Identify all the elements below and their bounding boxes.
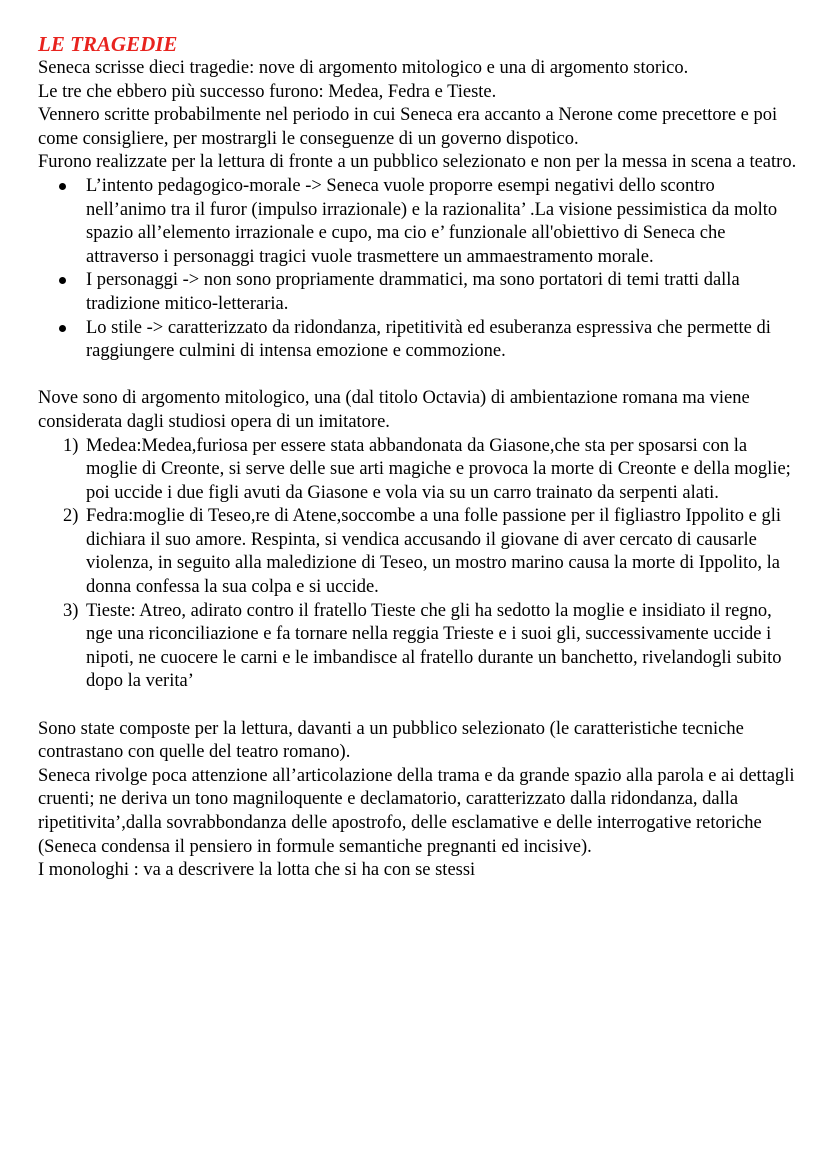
list-item xyxy=(86,317,798,364)
closing-paragraph-1: Sono state composte per la lettura, davanti a un pubblico selezionato (le caratteristiche tecniche contrastano con quelle del teatro romano). xyxy=(38,718,744,763)
bullet-text: I personaggi -> non sono propriamente drammatici, ma sono portatori di temi tratti dalla tradizione mitico-letteraria. xyxy=(86,270,740,314)
intro-paragraph-1: Seneca scrisse dieci tragedie: nove di argomento mitologico e una di argomento storico. xyxy=(38,58,689,78)
item-number: 1) xyxy=(63,435,79,456)
bullet-dot-icon xyxy=(59,325,66,332)
bullet-dot-icon xyxy=(59,277,66,284)
closing-paragraph-3: I monologhi : va a descrivere la lotta che si ha con se stessi xyxy=(38,860,476,881)
spacer xyxy=(38,364,798,388)
intro-paragraph-3: Vennero scritte probabilmente nel periodo in cui Seneca era accanto a Nerone come precettore e poi come consigliere, per mostrargli le conseguenze di un governo dispotico. xyxy=(38,105,778,149)
list-item xyxy=(86,175,798,269)
intro-paragraph-2: Le tre che ebbero più successo furono: Medea, Fedra e Tieste. xyxy=(38,81,497,102)
list-item xyxy=(63,505,798,599)
intro-paragraph-4: Furono realizzate per la lettura di fronte a un pubblico selezionato e non per la messa in scena a teatro. xyxy=(38,152,797,173)
tragedies-list xyxy=(38,435,798,695)
item-text: Medea:Medea,furiosa per essere stata abbandonata da Giasone,che sta per sposarsi con la moglie di Creonte, si serve delle sue arti magiche e provoca la morte di Creonte e della moglie; poi uccide i due figli avuti da Giasone e vola via su un carro trainato da serpenti alati. xyxy=(86,435,791,503)
document-title: LE TRAGEDIE xyxy=(38,32,178,56)
characteristics-list xyxy=(38,175,798,364)
spacer xyxy=(38,694,798,718)
bullet-text: Lo stile -> caratterizzato da ridondanza, ripetitività ed esuberanza espressiva che permette di raggiungere culmini di intensa emozione e commozione. xyxy=(86,317,771,362)
bullet-dot-icon xyxy=(59,183,66,190)
item-number: 3) xyxy=(63,600,79,621)
item-number: 2) xyxy=(63,506,79,527)
list-item xyxy=(86,269,798,316)
list-item xyxy=(63,435,798,506)
item-text: Fedra:moglie di Teseo,re di Atene,soccombe a una folle passione per il figliastro Ippolito e gli dichiara il suo amore. Respinta, si vendica accusando il giovane di aver cercato di causarle violenza, in seguito alla maledizione di Teseo, un mostro marino causa la morte di Ippolito, la donna confessa la sua colpa e si uccide. xyxy=(86,506,782,598)
mythological-paragraph: Nove sono di argomento mitologico, una (dal titolo Octavia) di ambientazione romana ma viene considerata dagli studiosi opera di un imitatore. xyxy=(38,388,750,432)
item-text: Tieste: Atreo, adirato contro il fratello Tieste che gli ha sedotto la moglie e insidiato il regno, nge una riconciliazione e fa tornare nella reggia Trieste e i suoi gli, successivamente uccide i nipoti, ne cuocere le carni e le imbandisce al fratello durante un banchetto, rivelandogli subito dopo la verita’ xyxy=(86,600,782,692)
list-item xyxy=(63,600,798,694)
closing-paragraph-2: Seneca rivolge poca attenzione all’articolazione della trama e da grande spazio alla parola e ai dettagli cruenti; ne deriva un tono magniloquente e declamatorio, caratterizzato dalla ridondanza, dalla ripetitivita’,dalla sovrabbondanza delle apostrofo, delle esclamative e delle interrogative retoriche (Seneca condensa il pensiero in formule semantiche pregnanti ed incisive). xyxy=(38,765,795,857)
bullet-text: L’intento pedagogico-morale -> Seneca vuole proporre esempi negativi dello scontro nell’animo tra il furor (impulso irrazionale) e la razionalita’ .La visione pessimistica da molto spazio all’elemento irrazionale e cupo, ma cio e’ funzionale all'obiettivo di Seneca che attraverso i personaggi tragici vuole trasmettere un ammaestramento morale. xyxy=(86,175,778,267)
